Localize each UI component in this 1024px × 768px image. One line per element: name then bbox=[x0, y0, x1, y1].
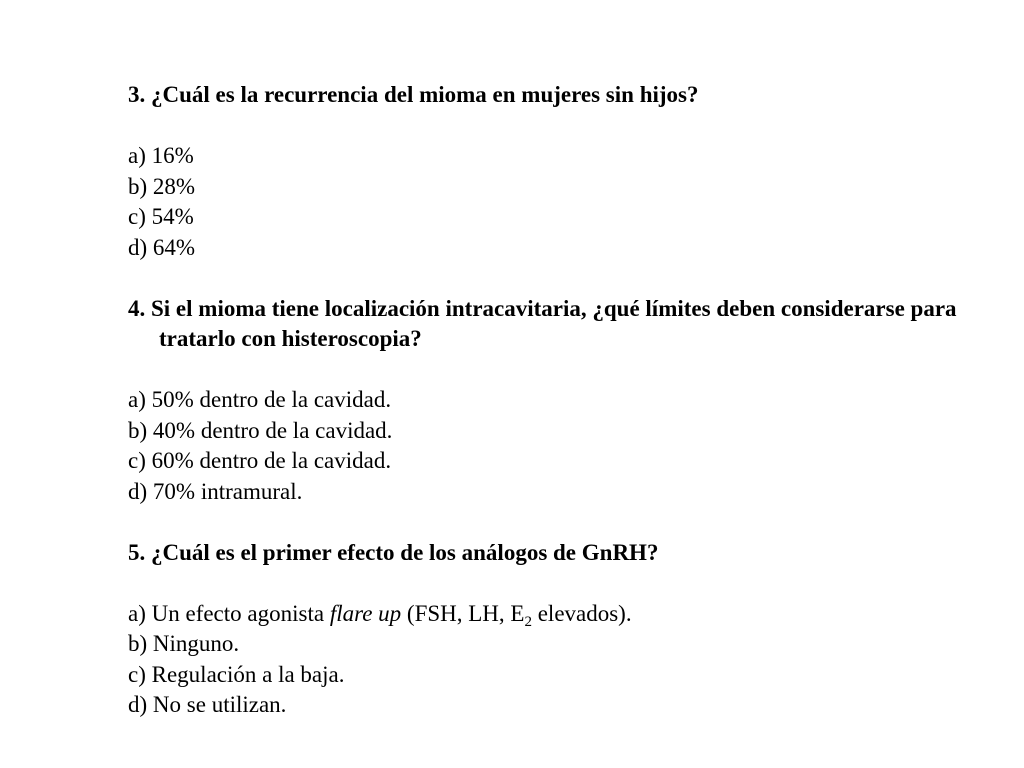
option-letter: a) bbox=[128, 143, 146, 168]
option-3b bbox=[128, 172, 988, 203]
option-text: Regulación a la baja. bbox=[151, 661, 345, 687]
option-4c bbox=[128, 446, 988, 477]
option-text-mid: (FSH, LH, E bbox=[406, 600, 525, 626]
option-letter: b) bbox=[128, 417, 148, 443]
option-letter: c) bbox=[128, 204, 146, 229]
option-text: 40% dentro de la cavidad. bbox=[152, 417, 393, 443]
option-text: Ninguno. bbox=[152, 631, 240, 656]
option-5d bbox=[128, 690, 988, 721]
option-letter: d) bbox=[128, 234, 148, 260]
option-letter: b) bbox=[128, 173, 148, 199]
option-letter: d) bbox=[128, 478, 148, 504]
option-letter: c) bbox=[128, 661, 146, 687]
option-text-after: elevados). bbox=[537, 600, 632, 626]
option-letter: a) bbox=[128, 600, 146, 626]
quiz-content bbox=[128, 80, 988, 721]
question-number: 3. bbox=[128, 82, 146, 107]
option-italic-term: flare up bbox=[329, 600, 402, 626]
question-5 bbox=[128, 538, 988, 569]
option-text: 54% bbox=[151, 204, 194, 229]
question-number: 4. bbox=[128, 295, 146, 321]
option-letter: c) bbox=[128, 448, 146, 473]
question-text: Si el mioma tiene localización intracavitaria, ¿qué límites deben considerarse para tratarlo con histeroscopia? bbox=[151, 295, 957, 351]
option-letter: b) bbox=[128, 631, 148, 656]
option-5a bbox=[128, 599, 988, 630]
question-text: ¿Cuál es el primer efecto de los análogos de GnRH? bbox=[151, 539, 659, 565]
option-text: 70% intramural. bbox=[152, 478, 303, 504]
option-text: 16% bbox=[151, 143, 194, 168]
question-text: ¿Cuál es la recurrencia del mioma en mujeres sin hijos? bbox=[151, 82, 699, 107]
option-text: No se utilizan. bbox=[152, 692, 287, 717]
option-4a bbox=[128, 385, 988, 416]
question-number: 5. bbox=[128, 539, 146, 565]
option-letter: d) bbox=[128, 692, 148, 717]
option-3c bbox=[128, 202, 988, 233]
option-4b bbox=[128, 416, 988, 447]
option-text-before: Un efecto agonista bbox=[151, 600, 325, 626]
option-3a bbox=[128, 141, 988, 172]
option-text: 60% dentro de la cavidad. bbox=[151, 448, 392, 473]
option-3d bbox=[128, 233, 988, 264]
option-text: 50% dentro de la cavidad. bbox=[151, 387, 392, 412]
option-text: 28% bbox=[152, 173, 196, 199]
option-4d bbox=[128, 477, 988, 508]
option-5c bbox=[128, 660, 988, 691]
option-letter: a) bbox=[128, 387, 146, 412]
option-text: 64% bbox=[152, 234, 196, 260]
option-subscript: 2 bbox=[524, 613, 532, 630]
question-3 bbox=[128, 80, 988, 111]
option-5b bbox=[128, 629, 988, 660]
question-4 bbox=[128, 294, 988, 355]
